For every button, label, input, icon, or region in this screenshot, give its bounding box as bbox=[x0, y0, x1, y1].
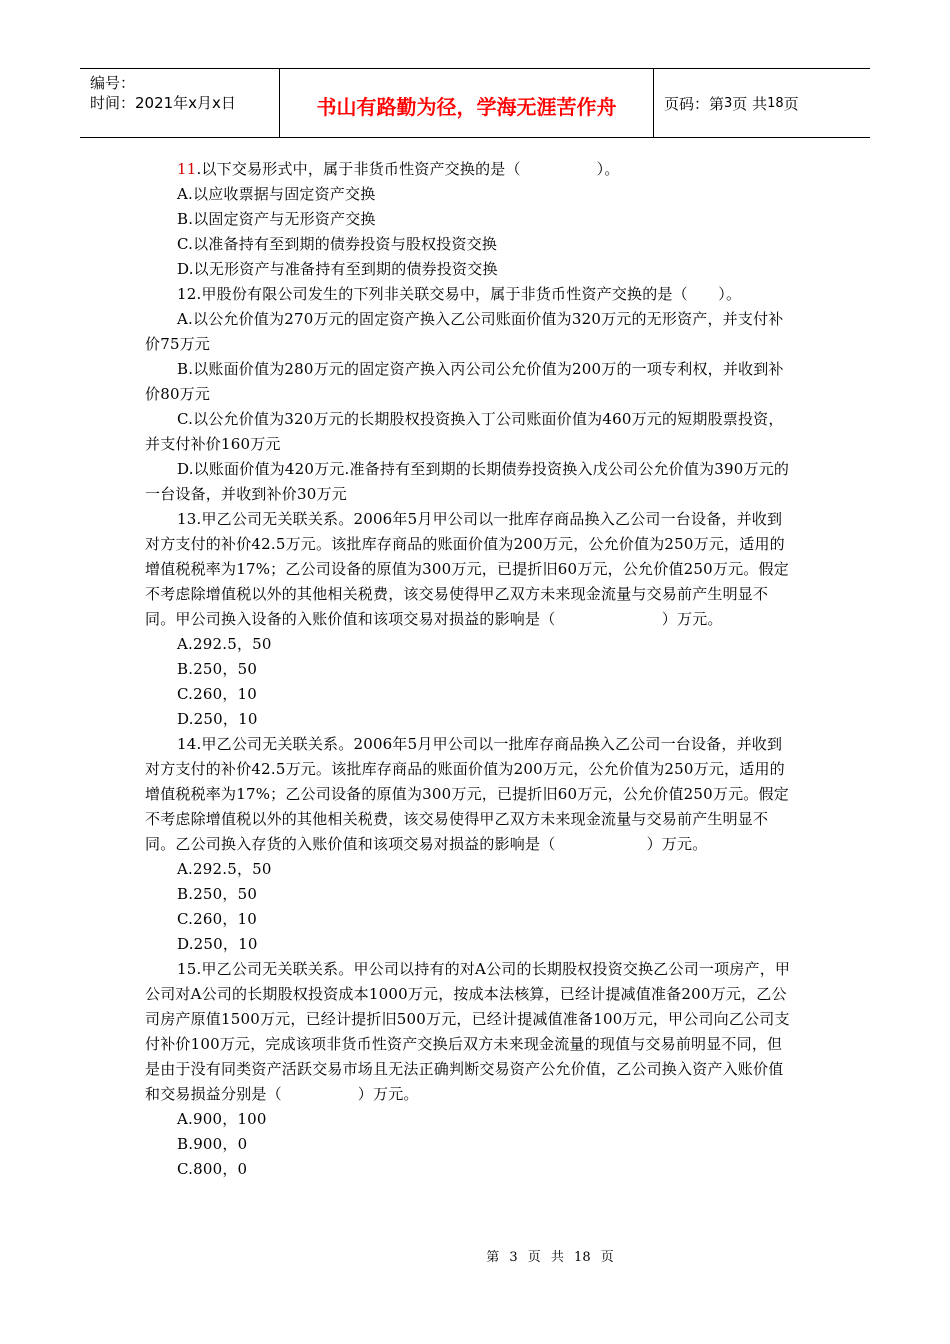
document-body bbox=[145, 157, 795, 1182]
question-12-option-a: A.以公允价值为270万元的固定资产换入乙公司账面价值为320万元的无形资产，并支付补价75万元 bbox=[145, 310, 784, 353]
question-11-number: 11 bbox=[177, 160, 197, 178]
page-header bbox=[80, 68, 870, 138]
page-number: 3 bbox=[724, 95, 733, 111]
question-15-option-b: B.900，0 bbox=[177, 1135, 248, 1153]
question-14-option-c: C.260，10 bbox=[177, 910, 258, 928]
header-meta bbox=[80, 69, 280, 137]
question-15-option-c: C.800，0 bbox=[177, 1160, 248, 1178]
question-14-stem: 14.甲乙公司无关联关系。2006年5月甲公司以一批库存商品换入乙公司一台设备，并收到对方支付的补价42.5万元。该批库存商品的账面价值为200万元，公允价值为250万元，适用的增值税税率为17%；乙公司设备的原值为300万元，已提折旧60万元，公允价值250万元。假定不考虑除增值税以外的其他相关税费，该交易使得甲乙双方未来现金流量与交易前产生明显不同。乙公司换入存货的入账价值和该项交易对损益的影响是（ ）万元。 bbox=[145, 735, 789, 853]
question-11-option-c: C.以准备持有至到期的债券投资与股权投资交换 bbox=[177, 235, 498, 253]
question-12-option-b: B.以账面价值为280万元的固定资产换入丙公司公允价值为200万的一项专利权，并收到补价80万元 bbox=[145, 360, 784, 403]
question-11-option-d: D.以无形资产与准备持有至到期的债券投资交换 bbox=[177, 260, 498, 278]
header-motto: 书山有路勤为径，学海无涯苦作舟 bbox=[280, 69, 654, 137]
question-13-option-b: B.250，50 bbox=[177, 660, 258, 678]
question-15-stem: 15.甲乙公司无关联关系。甲公司以持有的对A公司的长期股权投资交换乙公司一项房产，甲公司对A公司的长期股权投资成本1000万元，按成本法核算，已经计提减值准备200万元，乙公司房产原值1500万元，已经计提折旧500万元，已经计提减值准备100万元，甲公司向乙公司支付补价100万元，完成该项非货币性资产交换后双方未来现金流量的现值与交易前明显不同，但是由于没有同类资产活跃交易市场且无法正确判断交易资产公允价值，乙公司换入资产入账价值和交易损益分别是（ ）万元。 bbox=[145, 960, 791, 1103]
page-label: 页码：第 bbox=[664, 94, 725, 113]
question-15-option-a: A.900，100 bbox=[177, 1110, 267, 1128]
question-12-stem: 12.甲股份有限公司发生的下列非关联交易中，属于非货币性资产交换的是（ ）。 bbox=[177, 285, 742, 303]
page-total: 18 bbox=[767, 95, 784, 111]
page-end: 页 bbox=[783, 94, 799, 113]
question-14-option-d: D.250，10 bbox=[177, 935, 258, 953]
question-14-option-b: B.250，50 bbox=[177, 885, 258, 903]
question-11-text: .以下交易形式中，属于非货币性资产交换的是（ ）。 bbox=[196, 160, 620, 178]
question-13-option-c: C.260，10 bbox=[177, 685, 258, 703]
question-13-stem: 13.甲乙公司无关联关系。2006年5月甲公司以一批库存商品换入乙公司一台设备，并收到对方支付的补价42.5万元。该批库存商品的账面价值为200万元，公允价值为250万元，适用的增值税税率为17%；乙公司设备的原值为300万元，已提折旧60万元，公允价值250万元。假定不考虑除增值税以外的其他相关税费，该交易使得甲乙双方未来现金流量与交易前产生明显不同。甲公司换入设备的入账价值和该项交易对损益的影响是（ ）万元。 bbox=[145, 510, 789, 628]
question-12-option-d: D.以账面价值为420万元.准备持有至到期的长期债券投资换入戊公司公允价值为390万元的一台设备，并收到补价30万元 bbox=[145, 460, 790, 503]
question-13-option-a: A.292.5，50 bbox=[177, 635, 272, 653]
question-11-option-b: B.以固定资产与无形资产交换 bbox=[177, 210, 376, 228]
question-11-option-a: A.以应收票据与固定资产交换 bbox=[177, 185, 376, 203]
question-13-option-d: D.250，10 bbox=[177, 710, 258, 728]
question-12-option-c: C.以公允价值为320万元的长期股权投资换入丁公司账面价值为460万元的短期股票投资，并支付补价160万元 bbox=[145, 410, 784, 453]
question-14-option-a: A.292.5，50 bbox=[177, 860, 272, 878]
document-number-label: 编号： bbox=[90, 74, 136, 92]
header-page-info bbox=[654, 69, 870, 137]
page-mid: 页 共 bbox=[732, 94, 768, 113]
document-date-label: 时间：2021年x月x日 bbox=[90, 94, 236, 112]
page-footer: 第 3 页 共 18 页 bbox=[486, 1250, 614, 1265]
question-11-stem bbox=[145, 157, 795, 182]
